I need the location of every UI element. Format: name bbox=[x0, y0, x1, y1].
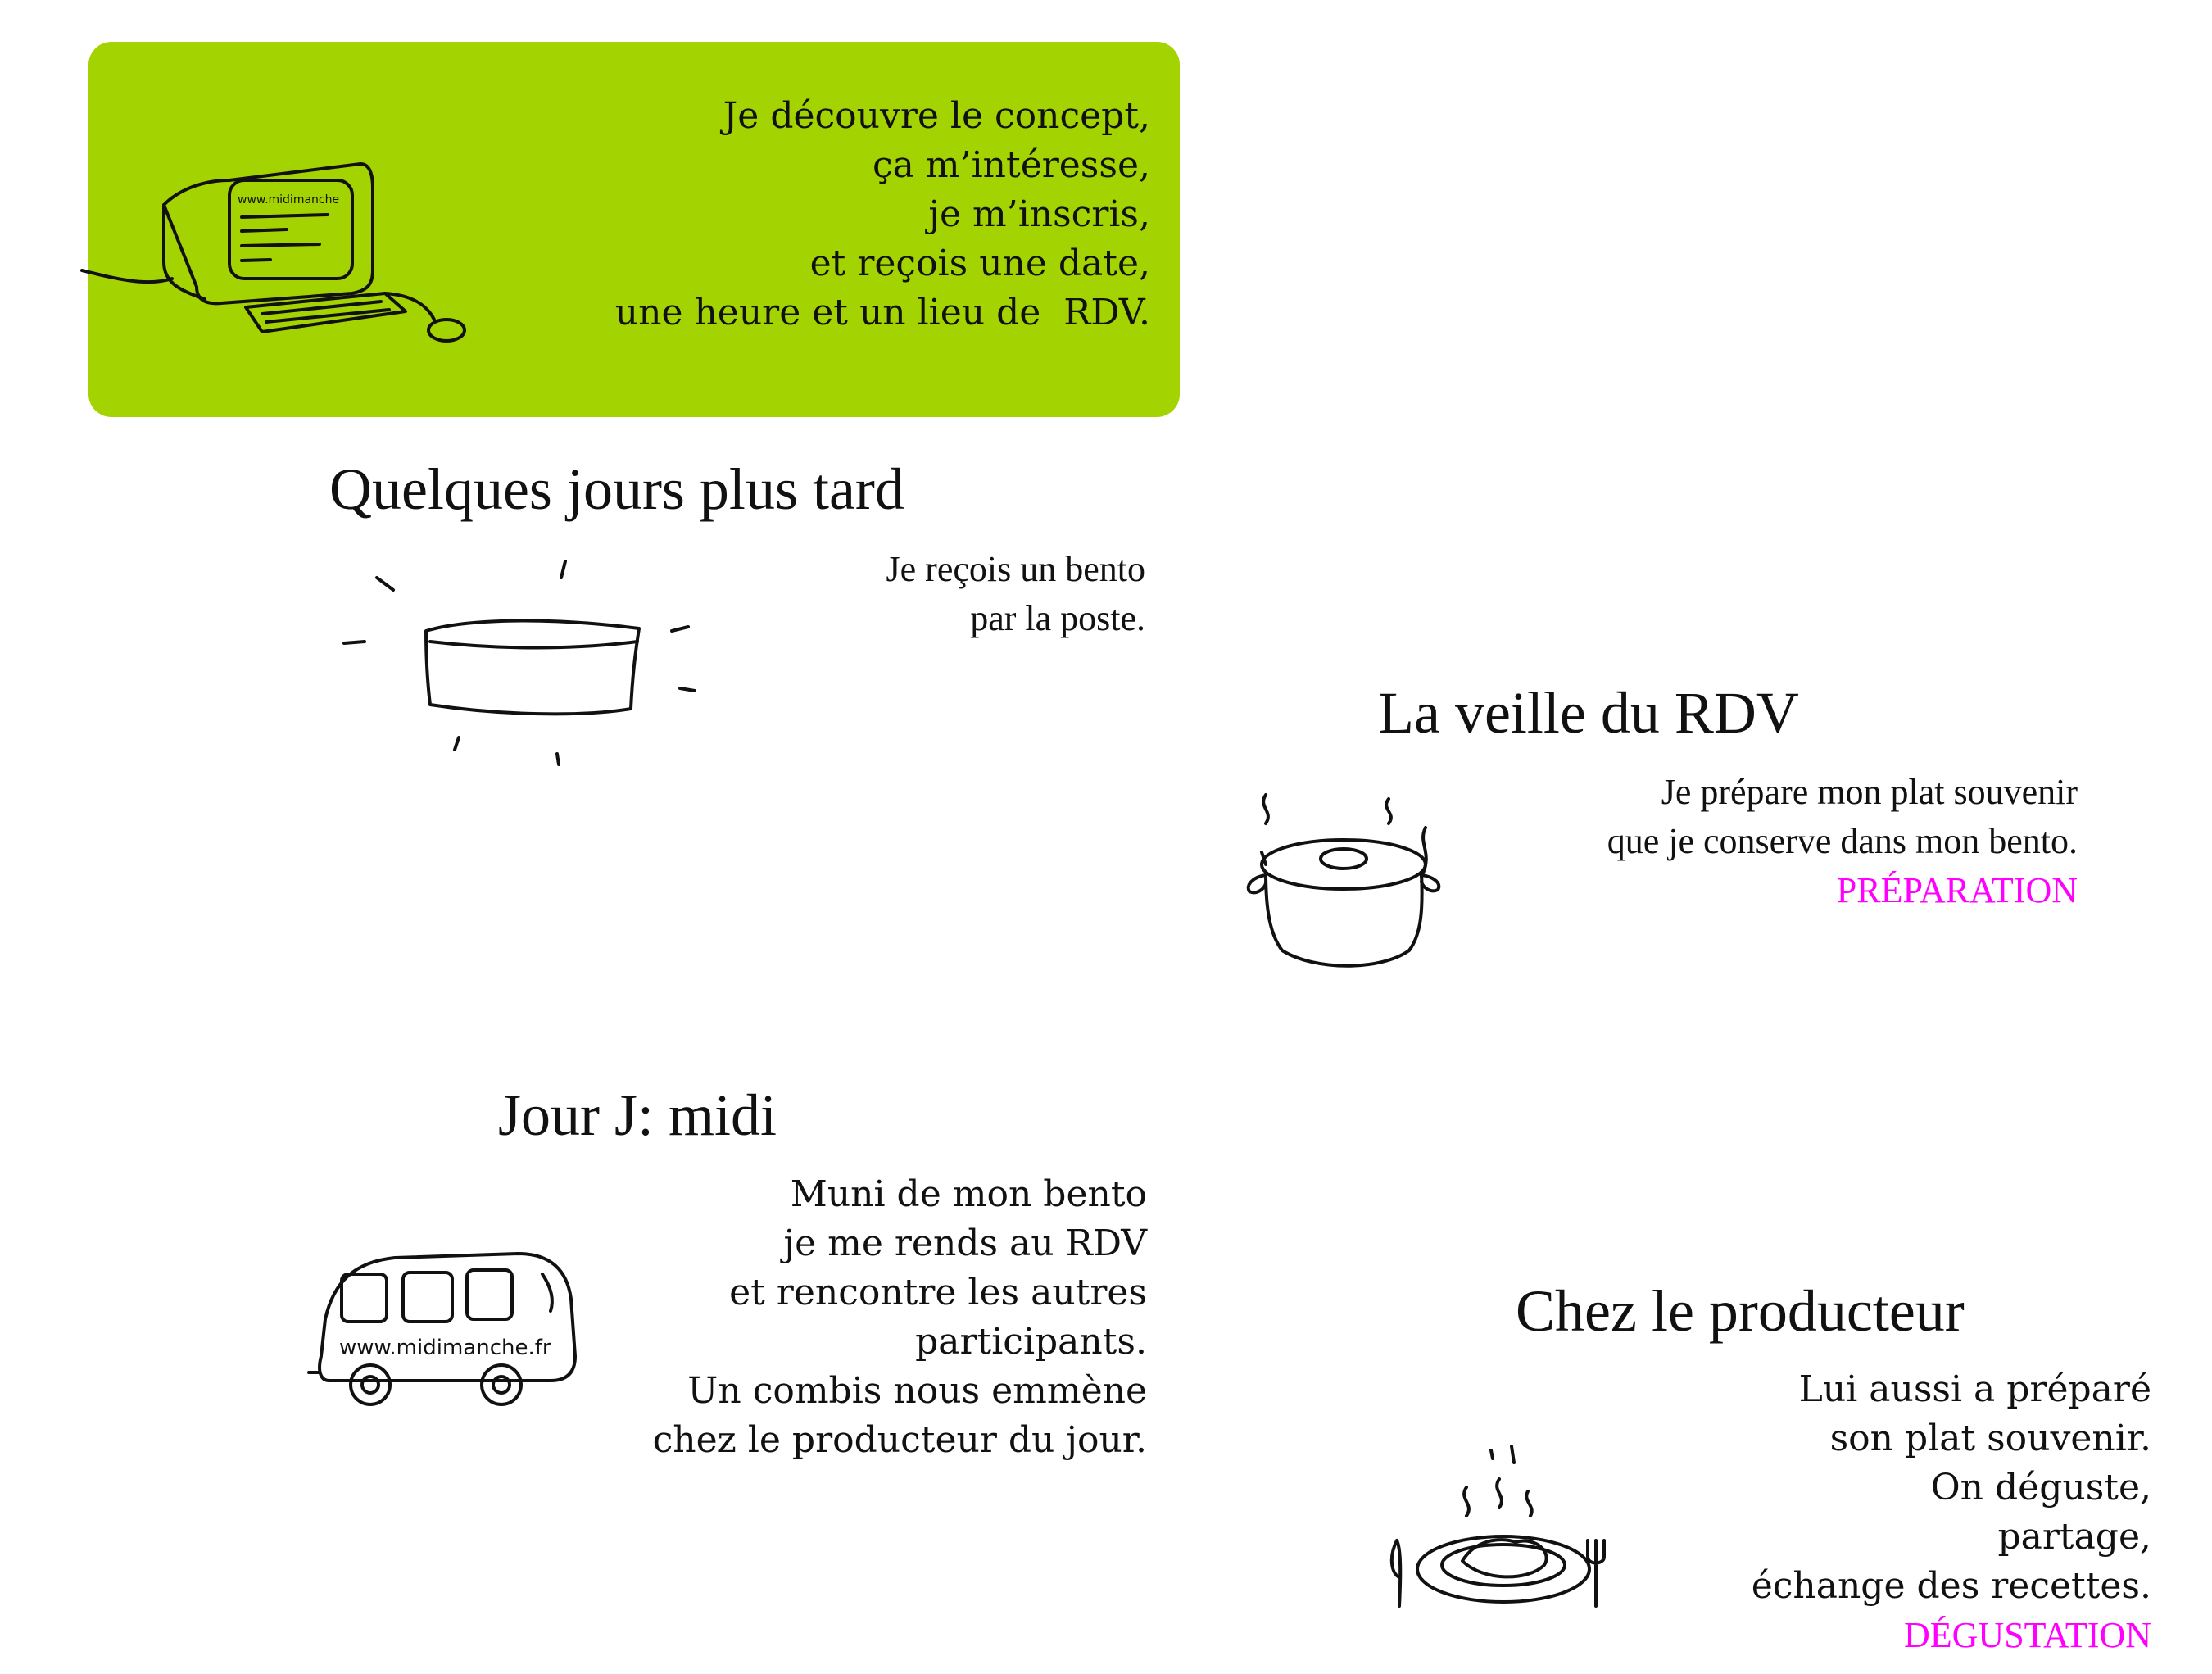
step4-heading: Chez le producteur bbox=[1516, 1278, 1965, 1344]
van-text: www.midimanche.fr bbox=[339, 1336, 551, 1360]
dish-with-cutlery-icon bbox=[1385, 1442, 1647, 1614]
step2-body: Je prépare mon plat souvenir que je conserve dans mon bento. bbox=[1607, 772, 2078, 861]
intro-text: Je découvre le concept, ça m’intéresse, je m’inscris, et reçois une date, une heure et un lieu de RDV. bbox=[614, 95, 1150, 333]
bento-box-icon bbox=[336, 553, 705, 774]
step1-heading: Quelques jours plus tard bbox=[329, 456, 904, 522]
step3-heading: Jour J: midi bbox=[498, 1082, 777, 1148]
computer-icon bbox=[82, 156, 492, 352]
step1-text: Je reçois un bento par la poste. bbox=[886, 549, 1145, 638]
van-icon bbox=[305, 1250, 592, 1413]
computer-screen-text: www.midimanche bbox=[238, 193, 340, 206]
step4-tag: DÉGUSTATION bbox=[1903, 1615, 2151, 1655]
step2-tag: PRÉPARATION bbox=[1836, 870, 2078, 910]
cooking-pot-icon bbox=[1241, 787, 1446, 983]
step2-text bbox=[1607, 768, 2078, 915]
step4-body: Lui aussi a préparé son plat souvenir. On déguste, partage, échange des recettes. bbox=[1751, 1368, 2151, 1607]
step4-text bbox=[1752, 1365, 2151, 1660]
step3-text: Muni de mon bento je me rends au RDV et rencontre les autres participants. Un combis nous emmène chez le producteur du jour. bbox=[652, 1173, 1147, 1461]
step2-heading: La veille du RDV bbox=[1378, 680, 1799, 746]
